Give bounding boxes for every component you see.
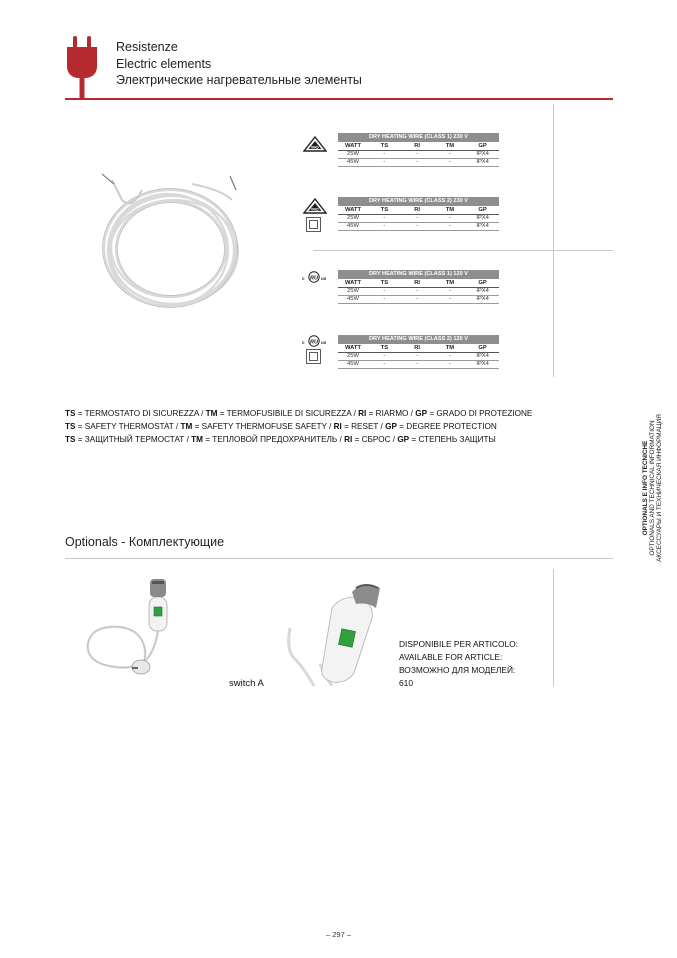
col-header-ts: TS [368, 142, 401, 151]
col-header-watt: WATT [338, 206, 368, 215]
cell: - [368, 353, 401, 361]
col-header-watt: WATT [338, 142, 368, 151]
col-header-ri: RI [401, 206, 434, 215]
cell: - [401, 288, 434, 296]
cell: - [434, 151, 467, 159]
svg-text:RU: RU [309, 275, 319, 282]
cell: 45W [338, 296, 368, 304]
cell: - [368, 361, 401, 369]
col-header-ts: TS [368, 206, 401, 215]
svg-text:RU: RU [309, 339, 319, 346]
svg-text:c: c [302, 340, 305, 345]
cell: - [401, 296, 434, 304]
header-title-it: Resistenze [116, 40, 178, 54]
side-label-it: OPTIONALS E INFO TECNICHE [642, 440, 649, 536]
svg-text:c: c [302, 276, 305, 281]
col-header-tm: TM [434, 142, 467, 151]
cell: 25W [338, 151, 368, 159]
cell: 25W [338, 353, 368, 361]
cell: - [401, 361, 434, 369]
switch-cable-image [80, 575, 190, 685]
cell: IPX4 [466, 296, 499, 304]
table-row [338, 223, 499, 231]
cell: IPX4 [466, 361, 499, 369]
col-header-tm: TM [434, 279, 467, 288]
table-row [338, 353, 499, 361]
side-section-label [642, 398, 672, 578]
cell: 25W [338, 288, 368, 296]
cell: - [368, 215, 401, 223]
column-divider [553, 569, 554, 686]
cell: - [434, 288, 467, 296]
cell: 45W [338, 159, 368, 167]
spec-table-title: DRY HEATING WIRE (CLASS 1) 230 V [338, 133, 499, 142]
available-it: DISPONIBILE PER ARTICOLO: [399, 639, 518, 649]
ce-imq-mark-icon [303, 198, 327, 215]
column-divider [553, 104, 554, 377]
cell: - [401, 215, 434, 223]
available-en: AVAILABLE FOR ARTICLE: [399, 652, 503, 662]
spec-table-3 [338, 270, 499, 304]
table-row [338, 159, 499, 167]
available-ru: ВОЗМОЖНО ДЛЯ МОДЕЛЕЙ: [399, 665, 516, 675]
cell: - [401, 151, 434, 159]
cul-us-mark-icon [302, 271, 330, 283]
table-row [338, 151, 499, 159]
spec-table-4 [338, 335, 499, 369]
cell: - [368, 223, 401, 231]
col-header-ts: TS [368, 344, 401, 353]
col-header-gp: GP [466, 142, 499, 151]
col-header-gp: GP [466, 344, 499, 353]
table-row [338, 215, 499, 223]
header-divider [65, 98, 613, 100]
cell: IPX4 [466, 151, 499, 159]
spec-table-title: DRY HEATING WIRE (CLASS 2) 120 V [338, 335, 499, 344]
table-row [338, 296, 499, 304]
cell: - [401, 353, 434, 361]
col-header-ri: RI [401, 279, 434, 288]
col-header-watt: WATT [338, 344, 368, 353]
cell: - [368, 296, 401, 304]
cell: - [434, 361, 467, 369]
optionals-divider [65, 558, 613, 559]
power-plug-icon [65, 36, 99, 98]
ce-imq-mark-icon [303, 136, 327, 153]
col-header-watt: WATT [338, 279, 368, 288]
class2-double-square-icon [306, 217, 321, 232]
cell: - [368, 151, 401, 159]
cell: IPX4 [466, 215, 499, 223]
side-label-ru: АКСЕССУАРЫ И ТЕХНИЧЕСКАЯ ИНФОРМАЦИЯ [656, 414, 663, 562]
side-label-en: OPTIONALS AND TECHNICAL INFORMATION [649, 420, 656, 556]
cell: 45W [338, 361, 368, 369]
svg-text:us: us [321, 276, 327, 281]
cell: IPX4 [466, 353, 499, 361]
cell: - [434, 215, 467, 223]
legend-it: TS = TERMOSTATO DI SICUREZZA / TM = TERMOFUSIBILE DI SICUREZZA / RI = RIARMO / GP = GRADO DI PROTEZIONE [65, 409, 533, 418]
col-header-ri: RI [401, 142, 434, 151]
availability-info [399, 638, 518, 690]
legend-en: TS = SAFETY THERMOSTAT / TM = SAFETY THERMOFUSE SAFETY / RI = RESET / GP = DEGREE PROTECTION [65, 422, 497, 431]
switch-closeup-image [284, 578, 384, 686]
cell: - [368, 159, 401, 167]
article-number: 610 [399, 678, 413, 688]
legend-ru: TS = ЗАЩИТНЫЙ ТЕРМОСТАТ / TM = ТЕПЛОВОЙ ПРЕДОХРАНИТЕЛЬ / RI = СБРОС / GP = СТЕПЕНЬ ЗАЩИТЫ [65, 435, 496, 444]
spec-table-1 [338, 133, 499, 167]
switch-label: switch A [229, 678, 264, 689]
col-header-tm: TM [434, 344, 467, 353]
page-number: – 297 – [325, 930, 352, 939]
class2-double-square-icon [306, 349, 321, 364]
svg-text:IMQ: IMQ [311, 144, 319, 150]
spec-table-title: DRY HEATING WIRE (CLASS 1) 120 V [338, 270, 499, 279]
cell: - [434, 159, 467, 167]
cell: - [401, 159, 434, 167]
col-header-gp: GP [466, 279, 499, 288]
cell: 45W [338, 223, 368, 231]
header-title-ru: Электрические нагревательные элементы [116, 73, 362, 87]
spec-table-2 [338, 197, 499, 231]
cul-us-mark-icon [302, 335, 330, 347]
cell: - [434, 296, 467, 304]
cell: IPX4 [466, 288, 499, 296]
cell: 25W [338, 215, 368, 223]
cell: IPX4 [466, 159, 499, 167]
cell: - [434, 223, 467, 231]
spec-table-title: DRY HEATING WIRE (CLASS 2) 230 V [338, 197, 499, 206]
col-header-gp: GP [466, 206, 499, 215]
table-row [338, 361, 499, 369]
svg-text:us: us [321, 340, 327, 345]
header-title-en: Electric elements [116, 57, 212, 71]
cell: - [434, 353, 467, 361]
cell: - [401, 223, 434, 231]
svg-text:IMQ: IMQ [311, 206, 319, 212]
table-row [338, 288, 499, 296]
col-header-tm: TM [434, 206, 467, 215]
col-header-ts: TS [368, 279, 401, 288]
optionals-title: Optionals - Комплектующие [65, 535, 225, 549]
heating-wire-coil-image [92, 160, 252, 320]
row-divider [313, 250, 613, 251]
cell: - [368, 288, 401, 296]
col-header-ri: RI [401, 344, 434, 353]
cell: IPX4 [466, 223, 499, 231]
